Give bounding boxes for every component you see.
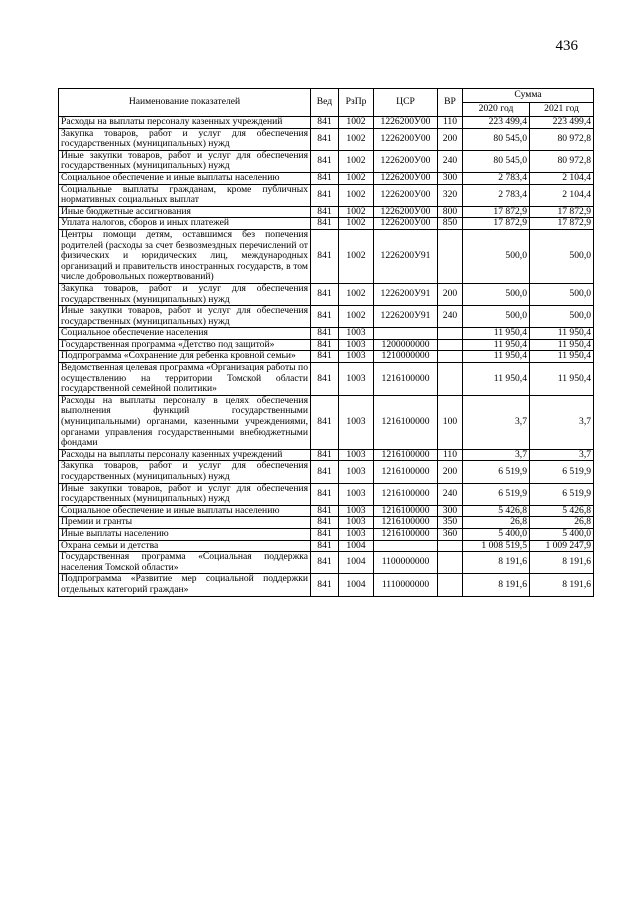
cell-csr: 1226200У91 (374, 283, 438, 305)
cell-name: Социальное обеспечение и иные выплаты населению (59, 172, 311, 184)
cell-2021: 80 972,8 (530, 128, 594, 150)
cell-2021: 6 519,9 (530, 483, 594, 505)
cell-name: Иные бюджетные ассигнования (59, 206, 311, 218)
table-row (59, 328, 594, 340)
cell-name: Иные закупки товаров, работ и услуг для обеспечения государственных (муниципальных) нужд (59, 483, 311, 505)
cell-csr: 1200000000 (374, 339, 438, 351)
cell-2021: 17 872,9 (530, 206, 594, 218)
cell-2021: 17 872,9 (530, 218, 594, 230)
cell-2020: 5 400,0 (463, 528, 530, 540)
cell-name: Иные закупки товаров, работ и услуг для обеспечения государственных (муниципальных) нужд (59, 150, 311, 172)
cell-2020: 6 519,9 (463, 461, 530, 483)
cell-2020: 500,0 (463, 283, 530, 305)
cell-2020: 11 950,4 (463, 351, 530, 363)
cell-ved: 841 (311, 150, 339, 172)
cell-csr: 1226200У91 (374, 229, 438, 283)
cell-2021: 223 499,4 (530, 117, 594, 129)
cell-vr (438, 351, 463, 363)
cell-rzpr: 1004 (339, 574, 374, 596)
table-row (59, 283, 594, 305)
cell-csr (374, 540, 438, 552)
cell-2021: 2 104,4 (530, 184, 594, 206)
cell-rzpr: 1003 (339, 517, 374, 529)
cell-name: Иные закупки товаров, работ и услуг для обеспечения государственных (муниципальных) нужд (59, 306, 311, 328)
cell-ved: 841 (311, 505, 339, 517)
cell-2021: 3,7 (530, 395, 594, 449)
cell-vr (438, 574, 463, 596)
cell-csr: 1226200У00 (374, 206, 438, 218)
cell-vr: 300 (438, 505, 463, 517)
cell-rzpr: 1003 (339, 505, 374, 517)
table-row (59, 150, 594, 172)
cell-2020: 11 950,4 (463, 339, 530, 351)
cell-ved: 841 (311, 552, 339, 574)
cell-rzpr: 1003 (339, 351, 374, 363)
cell-2020: 8 191,6 (463, 574, 530, 596)
cell-rzpr: 1003 (339, 449, 374, 461)
cell-2021: 80 972,8 (530, 150, 594, 172)
cell-2021: 500,0 (530, 306, 594, 328)
cell-vr: 110 (438, 117, 463, 129)
cell-2021: 26,8 (530, 517, 594, 529)
cell-rzpr: 1002 (339, 206, 374, 218)
cell-2020: 11 950,4 (463, 328, 530, 340)
cell-2021: 11 950,4 (530, 339, 594, 351)
cell-vr: 200 (438, 461, 463, 483)
cell-ved: 841 (311, 528, 339, 540)
cell-name: Социальное обеспечение населения (59, 328, 311, 340)
cell-csr: 1210000000 (374, 351, 438, 363)
cell-rzpr: 1004 (339, 540, 374, 552)
cell-csr: 1216100000 (374, 483, 438, 505)
cell-csr: 1216100000 (374, 505, 438, 517)
cell-vr: 240 (438, 306, 463, 328)
cell-csr: 1216100000 (374, 449, 438, 461)
cell-csr: 1226200У00 (374, 128, 438, 150)
cell-ved: 841 (311, 449, 339, 461)
table-row (59, 395, 594, 449)
cell-ved: 841 (311, 283, 339, 305)
table-row (59, 505, 594, 517)
cell-rzpr: 1002 (339, 283, 374, 305)
cell-name: Охрана семьи и детства (59, 540, 311, 552)
cell-2020: 500,0 (463, 306, 530, 328)
cell-name: Расходы на выплаты персоналу казенных учреждений (59, 449, 311, 461)
cell-rzpr: 1002 (339, 306, 374, 328)
table-row (59, 218, 594, 230)
cell-vr: 240 (438, 150, 463, 172)
table-row (59, 540, 594, 552)
cell-csr: 1226200У00 (374, 117, 438, 129)
table-row (59, 483, 594, 505)
cell-vr: 350 (438, 517, 463, 529)
table-row (59, 552, 594, 574)
cell-rzpr: 1003 (339, 461, 374, 483)
cell-name: Государственная программа «Детство под защитой» (59, 339, 311, 351)
cell-ved: 841 (311, 172, 339, 184)
cell-2020: 6 519,9 (463, 483, 530, 505)
cell-2021: 11 950,4 (530, 328, 594, 340)
cell-2021: 1 009 247,9 (530, 540, 594, 552)
cell-rzpr: 1002 (339, 184, 374, 206)
cell-csr: 1100000000 (374, 552, 438, 574)
table-row (59, 363, 594, 396)
cell-2021: 6 519,9 (530, 461, 594, 483)
cell-csr: 1226200У00 (374, 150, 438, 172)
cell-2020: 3,7 (463, 395, 530, 449)
cell-vr: 100 (438, 395, 463, 449)
cell-rzpr: 1003 (339, 363, 374, 396)
cell-2020: 17 872,9 (463, 218, 530, 230)
cell-2020: 2 783,4 (463, 172, 530, 184)
cell-2020: 11 950,4 (463, 363, 530, 396)
table-row (59, 528, 594, 540)
cell-2020: 17 872,9 (463, 206, 530, 218)
cell-vr (438, 540, 463, 552)
cell-ved: 841 (311, 363, 339, 396)
table-row (59, 117, 594, 129)
cell-name: Закупка товаров, работ и услуг для обеспечения государственных (муниципальных) нужд (59, 283, 311, 305)
cell-csr: 1110000000 (374, 574, 438, 596)
cell-csr: 1226200У00 (374, 172, 438, 184)
cell-ved: 841 (311, 351, 339, 363)
cell-2021: 11 950,4 (530, 363, 594, 396)
table-row (59, 351, 594, 363)
cell-csr: 1216100000 (374, 461, 438, 483)
cell-ved: 841 (311, 328, 339, 340)
cell-2021: 500,0 (530, 229, 594, 283)
cell-rzpr: 1003 (339, 328, 374, 340)
table-row (59, 206, 594, 218)
table-row (59, 229, 594, 283)
cell-ved: 841 (311, 229, 339, 283)
cell-vr: 360 (438, 528, 463, 540)
cell-2021: 8 191,6 (530, 552, 594, 574)
cell-2021: 2 104,4 (530, 172, 594, 184)
cell-vr (438, 229, 463, 283)
cell-2020: 500,0 (463, 229, 530, 283)
cell-vr: 200 (438, 283, 463, 305)
cell-2020: 223 499,4 (463, 117, 530, 129)
cell-csr (374, 328, 438, 340)
cell-ved: 841 (311, 461, 339, 483)
cell-2021: 5 400,0 (530, 528, 594, 540)
cell-name: Социальное обеспечение и иные выплаты населению (59, 505, 311, 517)
cell-ved: 841 (311, 517, 339, 529)
cell-2020: 2 783,4 (463, 184, 530, 206)
cell-rzpr: 1003 (339, 339, 374, 351)
cell-name: Ведомственная целевая программа «Организация работы по осуществлению на территории Томской области государственной семейной политики» (59, 363, 311, 396)
cell-2021: 5 426,8 (530, 505, 594, 517)
header-name: Наименование показателей (59, 89, 311, 117)
table-row (59, 306, 594, 328)
cell-rzpr: 1002 (339, 172, 374, 184)
page-number: 436 (555, 38, 578, 54)
cell-rzpr: 1002 (339, 218, 374, 230)
cell-ved: 841 (311, 339, 339, 351)
cell-vr: 200 (438, 128, 463, 150)
cell-name: Иные выплаты населению (59, 528, 311, 540)
cell-vr: 240 (438, 483, 463, 505)
cell-name: Подпрограмма «Развитие мер социальной поддержки отдельных категорий граждан» (59, 574, 311, 596)
header-year-2021: 2021 год (530, 103, 594, 117)
cell-2021: 500,0 (530, 283, 594, 305)
cell-ved: 841 (311, 395, 339, 449)
cell-csr: 1226200У91 (374, 306, 438, 328)
cell-rzpr: 1003 (339, 483, 374, 505)
cell-name: Премии и гранты (59, 517, 311, 529)
cell-2020: 80 545,0 (463, 128, 530, 150)
cell-2020: 1 008 519,5 (463, 540, 530, 552)
cell-rzpr: 1003 (339, 395, 374, 449)
cell-rzpr: 1002 (339, 150, 374, 172)
cell-ved: 841 (311, 218, 339, 230)
cell-rzpr: 1002 (339, 229, 374, 283)
cell-name: Закупка товаров, работ и услуг для обеспечения государственных (муниципальных) нужд (59, 461, 311, 483)
header-year-2020: 2020 год (463, 103, 530, 117)
cell-name: Расходы на выплаты персоналу казенных учреждений (59, 117, 311, 129)
cell-vr: 850 (438, 218, 463, 230)
cell-csr: 1216100000 (374, 517, 438, 529)
cell-rzpr: 1004 (339, 552, 374, 574)
table-row (59, 128, 594, 150)
cell-2020: 5 426,8 (463, 505, 530, 517)
table-row (59, 461, 594, 483)
cell-csr: 1216100000 (374, 363, 438, 396)
cell-rzpr: 1002 (339, 128, 374, 150)
cell-rzpr: 1003 (339, 528, 374, 540)
cell-vr: 300 (438, 172, 463, 184)
budget-table (58, 88, 594, 597)
cell-2020: 80 545,0 (463, 150, 530, 172)
cell-2020: 26,8 (463, 517, 530, 529)
cell-2020: 8 191,6 (463, 552, 530, 574)
table-row (59, 339, 594, 351)
cell-ved: 841 (311, 540, 339, 552)
cell-ved: 841 (311, 574, 339, 596)
cell-2021: 11 950,4 (530, 351, 594, 363)
cell-name: Центры помощи детям, оставшимся без попечения родителей (расходы за счет безвозмездных перечислений от физических и юридических лиц, международных организаций и правительств иностранных государств, в том числе добровольных пожертвований) (59, 229, 311, 283)
cell-vr (438, 363, 463, 396)
table-row (59, 517, 594, 529)
cell-vr (438, 552, 463, 574)
cell-name: Уплата налогов, сборов и иных платежей (59, 218, 311, 230)
cell-csr: 1226200У00 (374, 184, 438, 206)
cell-rzpr: 1002 (339, 117, 374, 129)
cell-ved: 841 (311, 128, 339, 150)
cell-ved: 841 (311, 206, 339, 218)
cell-ved: 841 (311, 184, 339, 206)
cell-vr: 320 (438, 184, 463, 206)
table-row (59, 172, 594, 184)
cell-2021: 8 191,6 (530, 574, 594, 596)
header-csr: ЦСР (374, 89, 438, 117)
table-row (59, 184, 594, 206)
cell-vr: 800 (438, 206, 463, 218)
table-row (59, 574, 594, 596)
cell-csr: 1216100000 (374, 395, 438, 449)
cell-2020: 3,7 (463, 449, 530, 461)
cell-name: Государственная программа «Социальная поддержка населения Томской области» (59, 552, 311, 574)
header-rzpr: РзПр (339, 89, 374, 117)
cell-2021: 3,7 (530, 449, 594, 461)
cell-name: Закупка товаров, работ и услуг для обеспечения государственных (муниципальных) нужд (59, 128, 311, 150)
cell-vr (438, 339, 463, 351)
header-vr: ВР (438, 89, 463, 117)
cell-csr: 1226200У00 (374, 218, 438, 230)
cell-ved: 841 (311, 306, 339, 328)
cell-name: Подпрограмма «Сохранение для ребенка кровной семьи» (59, 351, 311, 363)
cell-csr: 1216100000 (374, 528, 438, 540)
cell-name: Расходы на выплаты персоналу в целях обеспечения выполнения функций государственными (муниципальными) органами, казенными учреждениями, органами управления государственными внебюджетными фондами (59, 395, 311, 449)
cell-name: Социальные выплаты гражданам, кроме публичных нормативных социальных выплат (59, 184, 311, 206)
cell-ved: 841 (311, 117, 339, 129)
table-row (59, 449, 594, 461)
header-sum: Сумма (463, 89, 594, 103)
cell-vr (438, 328, 463, 340)
cell-ved: 841 (311, 483, 339, 505)
header-ved: Вед (311, 89, 339, 117)
cell-vr: 110 (438, 449, 463, 461)
